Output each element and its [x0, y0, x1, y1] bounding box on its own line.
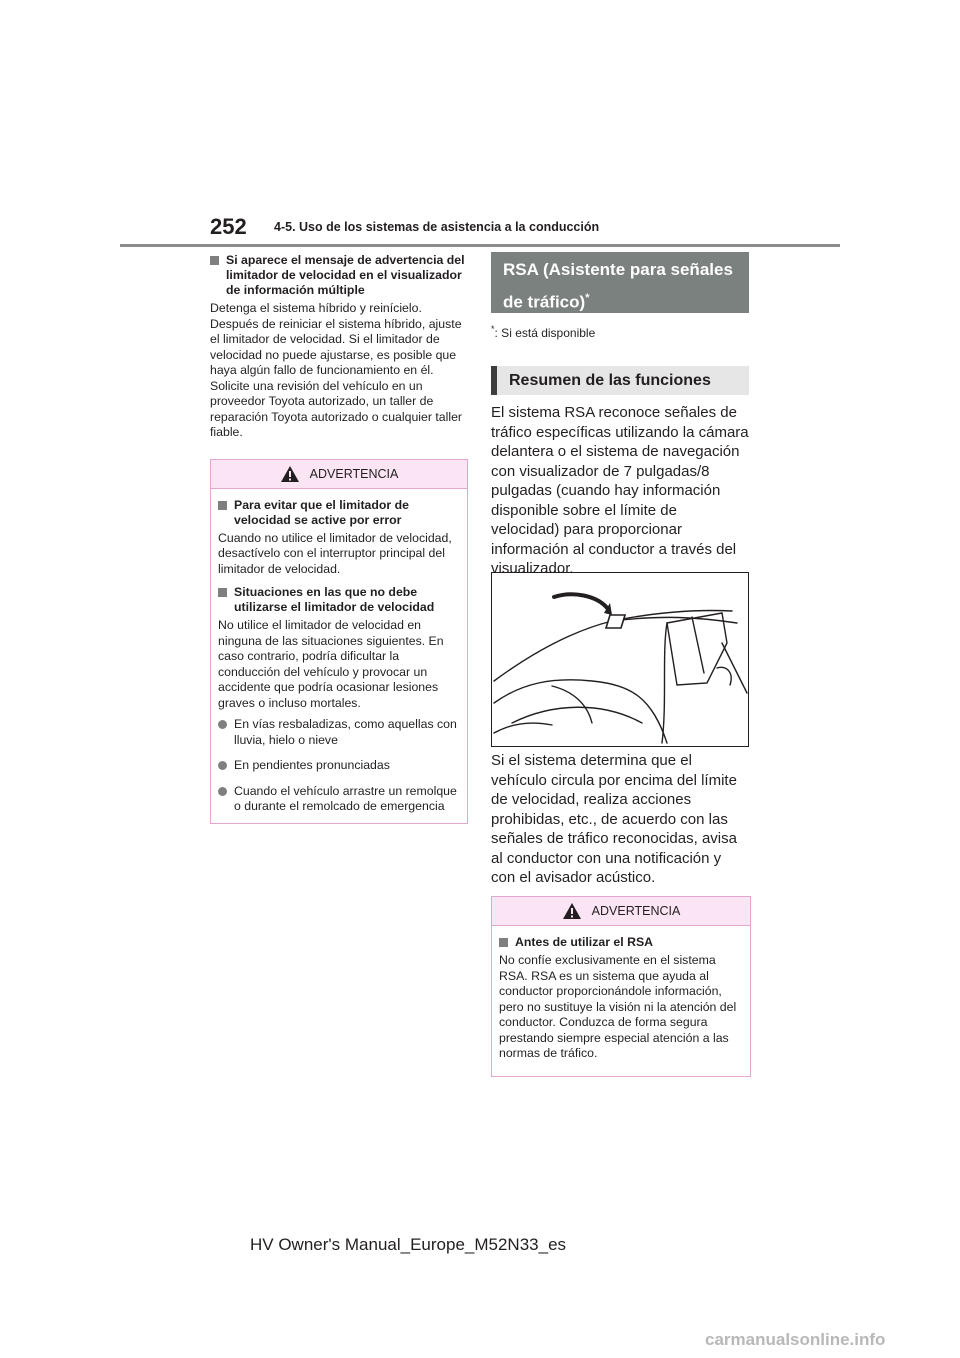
square-bullet-icon [499, 938, 508, 947]
section-heading-text: Si aparece el mensaje de advertencia del limitador de velocidad en el visualizador de información múltiple [226, 253, 465, 297]
warning-box [210, 459, 468, 824]
list-item-text: En vías resbaladizas, como aquellas con lluvia, hielo o nieve [234, 717, 457, 747]
warning-item-title [218, 585, 460, 615]
warning-label: ADVERTENCIA [591, 904, 681, 918]
banner-title: RSA (Asistente para señales de tráfico) [503, 260, 733, 312]
warning-triangle-icon [562, 902, 582, 920]
warning-item-title-text: Para evitar que el limitador de velocidad se active por error [234, 497, 409, 527]
circle-bullet-icon [218, 720, 227, 729]
banner-footnote-mark: * [585, 292, 590, 304]
header-divider [120, 244, 840, 247]
square-bullet-icon [218, 588, 227, 597]
manual-footer: HV Owner's Manual_Europe_M52N33_es [250, 1235, 567, 1254]
site-watermark: carmanualsonline.info [705, 1330, 886, 1349]
paragraph: Si el sistema determina que el vehículo circula por encima del límite de velocidad, realiza acciones prohibidas, etc., de acuerdo con las señales de tráfico reconocidas, avisa al conductor con una notificación y con el avisador acústico. [491, 752, 737, 886]
square-bullet-icon [210, 256, 219, 265]
left-column [210, 253, 468, 824]
subsection-heading: Resumen de las funciones [491, 366, 749, 395]
warning-item-text: No utilice el limitador de velocidad en ninguna de las situaciones siguientes. En caso contrario, podría dificultar la conducción del vehículo y provocar un accidente que podría ocasionar lesiones graves o incluso mortales. [218, 618, 444, 710]
paragraph: El sistema RSA reconoce señales de tráfico específicas utilizando la cámara delantera o el sistema de navegación con visualizador de 7 pulgadas/8 pulgadas (cuando hay información disponible sobre el límite de velocidad) para proporcionar información al conductor a través del visualizador. [491, 404, 749, 577]
car-interior-drawing [492, 573, 748, 746]
section-text: Detenga el sistema híbrido y reinícielo. Después de reiniciar el sistema híbrido, ajuste el limitador de velocidad. Si el limitador de velocidad no puede ajustarse, es posible que haya algún fallo de funcionamiento en él. Solicite una revisión del vehículo en un proveedor Toyota autorizado, un taller de reparación Toyota autorizado o cualquier taller fiable. [210, 301, 463, 439]
list-item [218, 784, 460, 815]
footnote-text: : Si está disponible [494, 326, 596, 340]
list-item-text: En pendientes pronunciadas [234, 758, 390, 772]
square-bullet-icon [218, 501, 227, 510]
warning-item-text: No confíe exclusivamente en el sistema RSA. RSA es un sistema que ayuda al conductor proporcionándole información, pero no sustituye la visión ni la atención del conductor. Conduzca de forma segura prestando siempre especial atención a las normas de tráfico. [499, 953, 737, 1060]
section-heading [210, 253, 468, 298]
footnote [491, 324, 595, 340]
page-number: 252 [210, 214, 247, 239]
warning-box [491, 896, 751, 1077]
list-item [218, 717, 460, 748]
warning-item-title [499, 935, 743, 950]
circle-bullet-icon [218, 761, 227, 770]
warning-header [492, 897, 750, 926]
warning-item-text: Cuando no utilice el limitador de velocidad, desactívelo con el interruptor principal del limitador de velocidad. [218, 530, 452, 576]
warning-item-title-text: Situaciones en las que no debe utilizarse el limitador de velocidad [234, 585, 435, 614]
warning-item-title [218, 498, 460, 528]
warning-label: ADVERTENCIA [309, 466, 399, 481]
warning-triangle-icon [280, 465, 300, 483]
footnote-mark: * [491, 324, 495, 334]
windshield-camera-illustration [491, 572, 749, 747]
section-banner [491, 252, 749, 313]
list-item-text: Cuando el vehículo arrastre un remolque o durante el remolcado de emergencia [234, 783, 457, 813]
chapter-title: 4-5. Uso de los sistemas de asistencia a la conducción [274, 220, 600, 234]
warning-item-title-text: Antes de utilizar el RSA [515, 935, 654, 949]
warning-header [211, 460, 467, 489]
circle-bullet-icon [218, 787, 227, 796]
list-item [218, 758, 460, 774]
